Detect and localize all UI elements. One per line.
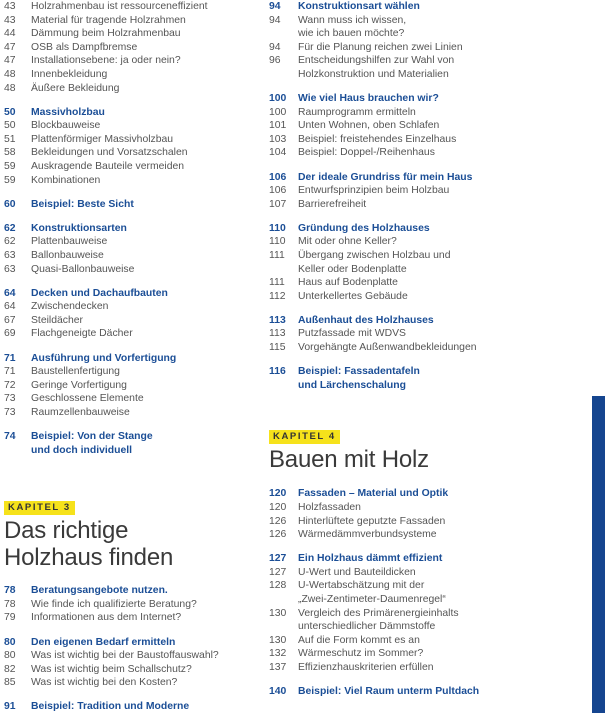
page-number: 69 [4,328,16,340]
toc-entry[interactable] [4,14,264,28]
toc-entry[interactable] [269,327,589,341]
entry-title-line1: Wann muss ich wissen, [298,14,407,26]
page-number: 50 [4,106,16,118]
entry-title: Quasi-Ballonbauweise [31,263,135,275]
toc-entry[interactable] [4,160,264,174]
entry-title: Beispiel: Doppel-/Reihenhaus [298,147,435,159]
page-number: 48 [4,82,16,94]
toc-section-heading[interactable] [269,92,589,106]
page-number: 94 [269,41,281,53]
entry-title: Zwischendecken [31,301,109,313]
toc-entry[interactable] [269,133,589,147]
toc-section-heading[interactable] [269,685,589,699]
section-title: Beispiel: Viel Raum unterm Pultdach [298,686,480,698]
toc-entry[interactable] [269,235,589,249]
toc-entry[interactable] [269,106,589,120]
entry-title-line2: unterschiedlicher Dämmstoffe [298,621,436,633]
page-number: 59 [4,161,16,173]
entry-title: Geschlossene Elemente [31,393,144,405]
toc-entry[interactable] [4,406,264,420]
toc-entry[interactable] [4,249,264,263]
toc-entry[interactable] [269,119,589,133]
entry-title: Steildächer [31,314,83,326]
page-number: 110 [269,236,286,248]
toc-entry[interactable] [4,611,264,625]
page-number: 126 [269,515,287,527]
page-number: 79 [4,612,16,624]
page-number: 91 [4,701,16,713]
toc-section-heading[interactable] [4,700,264,714]
page-number: 113 [269,314,286,326]
page-number: 43 [4,14,16,26]
toc-group-konstruktionsart [269,0,589,82]
entry-title: Vorgehängte Außenwandbekleidungen [298,342,477,354]
section-title: Beispiel: Tradition und Moderne [31,701,190,713]
toc-group-ausfuehrung [4,352,264,420]
page-number: 128 [269,580,287,592]
entry-title: Barrierefreiheit [298,198,367,210]
toc-section-heading[interactable] [4,352,264,366]
entry-title: Holzrahmenbau ist ressourceneffizient [31,1,208,12]
entry-title: Entwurfsprinzipien beim Holzbau [298,185,450,197]
entry-title [298,579,589,606]
page-number: 106 [269,171,287,183]
section-title: Außenhaut des Holzhauses [298,314,434,326]
toc-group-konstruktionsarten [4,222,264,276]
toc-group-massivholzbau [4,106,264,188]
chapter-3-header [4,497,264,571]
page-number: 106 [269,185,287,197]
toc-entry[interactable] [4,119,264,133]
toc-group-holzrahmenbau [4,0,264,95]
entry-title [298,54,589,81]
entry-title: Plattenförmiger Massivholzbau [31,133,174,145]
page-number: 44 [4,28,16,40]
entry-title: Effizienzhauskriterien erfüllen [298,661,434,673]
chapter-title [4,517,264,571]
toc-entry[interactable] [269,566,589,580]
entry-title-line1: Entscheidungshilfen zur Wahl von [298,55,455,67]
entry-title: U-Wert und Bauteildicken [298,566,416,578]
toc-entry[interactable] [269,634,589,648]
entry-title: Innenbekleidung [31,68,108,80]
entry-title-line2: „Zwei-Zentimeter-Daumenregel“ [298,594,446,605]
entry-title: Äußere Bekleidung [31,82,120,94]
section-title: Wie viel Haus brauchen wir? [298,93,439,105]
page-number: 100 [269,93,287,105]
toc-entry[interactable] [269,290,589,304]
toc-section-heading[interactable] [4,198,264,212]
entry-title: Unten Wohnen, oben Schlafen [298,120,440,132]
page-number: 113 [269,328,286,340]
entry-title [298,14,589,41]
entry-title: Flachgeneigte Dächer [31,328,133,340]
entry-title [298,607,589,634]
entry-title: Auf die Form kommt es an [298,634,420,646]
entry-title: Dämmung beim Holzrahmenbau [31,28,181,40]
chapter-side-tab [592,396,605,713]
page-number: 63 [4,250,16,261]
entry-title-line2: Holzkonstruktion und Materialien [298,68,449,80]
toc-left-column [4,0,264,714]
section-title: Den eigenen Bedarf ermitteln [31,636,176,648]
toc-entry[interactable] [4,300,264,314]
toc-entry[interactable] [269,249,589,276]
page-number: 71 [4,352,16,364]
toc-section-heading[interactable] [4,287,264,301]
section-title-line2: und doch individuell [31,444,133,456]
page-number: 78 [4,598,16,610]
page-number: 71 [4,366,16,378]
toc-entry[interactable] [269,54,589,81]
toc-entry[interactable] [269,184,589,198]
page-number: 43 [4,1,16,12]
section-title: Ausführung und Vorfertigung [31,352,177,364]
toc-entry[interactable] [269,341,589,355]
entry-title: Wärmeschutz im Sommer? [298,648,424,660]
toc-section-heading[interactable] [269,0,589,14]
page-number: 62 [4,236,16,248]
section-title-line1: Beispiel: Fassadentafeln [298,366,420,378]
toc-entry[interactable] [269,528,589,542]
toc-section-heading[interactable] [269,365,589,392]
page-number: 110 [269,222,286,234]
entry-title: Raumprogramm ermitteln [298,106,416,118]
toc-group-beratung [4,584,264,625]
page-number: 116 [269,366,286,378]
page-number: 72 [4,379,16,391]
page-number: 111 [269,250,285,261]
page-number: 67 [4,314,16,326]
entry-title: Plattenbauweise [31,236,108,248]
entry-title: Putzfassade mit WDVS [298,328,406,340]
toc-section-heading[interactable] [269,552,589,566]
page-number: 60 [4,198,16,210]
toc-group-fassaden [269,487,589,541]
page-number: 74 [4,431,16,443]
toc-group-gruendung [269,222,589,304]
toc-entry[interactable] [269,276,589,290]
toc-entry[interactable] [4,663,264,677]
toc-group-aussenhaut [269,314,589,355]
page-number: 94 [269,14,281,26]
section-title: Ein Holzhaus dämmt effizient [298,553,443,565]
entry-title: Was ist wichtig beim Schallschutz? [31,663,192,675]
page-number: 50 [4,120,16,132]
entry-title: OSB als Dampfbremse [31,41,138,53]
page-number: 94 [269,1,281,12]
page-number: 104 [269,147,287,159]
chapter-title: Bauen mit Holz [269,446,429,474]
toc-entry[interactable] [4,27,264,41]
page-number: 132 [269,648,287,660]
page-number: 101 [269,120,287,132]
entry-title: Ballonbauweise [31,250,104,261]
section-title: Beispiel: Beste Sicht [31,198,134,210]
toc-entry[interactable] [4,133,264,147]
toc-entry[interactable] [4,676,264,690]
toc-entry[interactable] [269,501,589,515]
toc-entry[interactable] [269,41,589,55]
toc-group-grundriss [269,171,589,212]
toc-section-heading[interactable] [269,171,589,185]
entry-title: Mit oder ohne Keller? [298,236,397,248]
entry-title [298,249,589,276]
page-number: 51 [4,133,16,145]
chapter-4-header [269,426,589,473]
toc-entry[interactable] [4,146,264,160]
page-number: 137 [269,661,287,673]
section-title [31,430,264,457]
toc-entry[interactable] [4,54,264,68]
entry-title: Für die Planung reichen zwei Linien [298,41,463,53]
page-number: 73 [4,393,16,405]
page-number: 120 [269,501,287,513]
toc-section-heading[interactable] [4,584,264,598]
entry-title: Haus auf Bodenplatte [298,277,398,289]
page-number: 107 [269,198,287,210]
entry-title: Installationsebene: ja oder nein? [31,55,181,67]
toc-entry[interactable] [269,146,589,160]
page-number: 96 [269,55,281,67]
toc-entry[interactable] [269,198,589,212]
toc-group-bedarf [4,636,264,690]
chapter-title-line1: Das richtige [4,517,129,545]
section-title [298,365,589,392]
chapter-title-line2: Holzhaus finden [4,544,174,572]
entry-title-line1: Übergang zwischen Holzbau und [298,250,451,261]
toc-section-heading[interactable] [4,430,264,457]
page-number: 85 [4,677,16,689]
page-number: 80 [4,636,16,648]
toc-section-heading[interactable] [4,636,264,650]
toc-entry[interactable] [4,314,264,328]
entry-title: Was ist wichtig bei der Baustoffauswahl? [31,650,219,662]
section-title: Konstruktionsart wählen [298,1,420,12]
chapter-badge: KAPITEL 3 [4,501,75,515]
toc-entry[interactable] [4,327,264,341]
section-title: Konstruktionsarten [31,222,127,234]
page-number: 115 [269,342,286,354]
toc-section-heading[interactable] [4,222,264,236]
entry-title-line2: wie ich bauen möchte? [298,28,405,40]
page-number: 47 [4,41,16,53]
entry-title: Informationen aus dem Internet? [31,612,182,624]
page-number: 140 [269,686,287,698]
section-title-line2: und Lärchenschalung [298,379,406,391]
entry-title: Bekleidungen und Vorsatzschalen [31,147,188,159]
entry-title: Auskragende Bauteile vermeiden [31,161,185,173]
toc-entry[interactable] [4,82,264,96]
entry-title: Holzfassaden [298,501,361,513]
page-number: 48 [4,68,16,80]
page-number: 103 [269,133,287,145]
section-title: Beratungsangebote nutzen. [31,585,168,597]
page-number: 127 [269,553,287,565]
page-number: 80 [4,650,16,662]
toc-entry[interactable] [4,379,264,393]
page-number: 62 [4,222,16,234]
toc-group-haus-brauchen [269,92,589,160]
page-number: 120 [269,488,287,500]
toc-entry[interactable] [4,365,264,379]
entry-title: Wärmedämmverbundsysteme [298,529,437,541]
page-number: 111 [269,277,285,289]
toc-entry[interactable] [269,661,589,675]
entry-title: Material für tragende Holzrahmen [31,14,186,26]
section-title: Gründung des Holzhauses [298,222,430,234]
entry-title: Geringe Vorfertigung [31,379,127,391]
toc-entry[interactable] [4,174,264,188]
toc-section-heading[interactable] [269,314,589,328]
toc-group-decken [4,287,264,341]
toc-group-daemmung [269,552,589,674]
page-number: 47 [4,55,16,67]
entry-title-line2: Keller oder Bodenplatte [298,263,407,275]
page-number: 82 [4,663,16,675]
page-number: 59 [4,174,16,186]
toc-entry[interactable] [269,14,589,41]
entry-title: Unterkellertes Gebäude [298,290,408,302]
entry-title: Blockbauweise [31,120,101,132]
toc-entry[interactable] [4,649,264,663]
page-number: 58 [4,147,16,159]
toc-entry[interactable] [4,235,264,249]
entry-title: Beispiel: freistehendes Einzelhaus [298,133,457,145]
section-title: Der ideale Grundriss für mein Haus [298,171,473,183]
toc-right-column [269,0,589,699]
entry-title: Kombinationen [31,174,101,186]
section-title: Fassaden – Material und Optik [298,488,449,500]
toc-entry[interactable] [4,392,264,406]
page-number: 78 [4,585,16,597]
entry-title-line1: Vergleich des Primärenergieinhalts [298,607,459,619]
page-number: 127 [269,566,287,578]
toc-entry[interactable] [4,263,264,277]
toc-section-heading[interactable] [269,222,589,236]
toc-entry[interactable] [269,647,589,661]
section-title: Decken und Dachaufbauten [31,287,168,299]
toc-entry[interactable] [4,0,264,14]
section-title-line1: Beispiel: Von der Stange [31,431,153,443]
section-title: Massivholzbau [31,106,105,118]
entry-title: Hinterlüftete geputzte Fassaden [298,515,446,527]
toc-section-heading[interactable] [269,487,589,501]
toc-section-heading[interactable] [4,106,264,120]
page-number: 126 [269,529,287,541]
toc-entry[interactable] [269,607,589,634]
toc-entry[interactable] [4,41,264,55]
page-number: 100 [269,106,287,118]
toc-entry[interactable] [4,598,264,612]
entry-title: Was ist wichtig bei den Kosten? [31,677,178,689]
chapter-badge: KAPITEL 4 [269,430,340,444]
page-number: 64 [4,301,16,313]
page-number: 64 [4,287,16,299]
toc-entry[interactable] [269,515,589,529]
entry-title: Baustellenfertigung [31,366,120,378]
page-number: 130 [269,607,287,619]
toc-entry[interactable] [269,579,589,606]
entry-title: Raumzellenbauweise [31,406,130,418]
page-number: 73 [4,406,16,418]
toc-entry[interactable] [4,68,264,82]
page-number: 112 [269,290,286,302]
page-number: 130 [269,634,287,646]
entry-title: Wie finde ich qualifizierte Beratung? [31,598,197,610]
entry-title-line1: U-Wertabschätzung mit der [298,580,425,592]
page-number: 63 [4,263,16,275]
